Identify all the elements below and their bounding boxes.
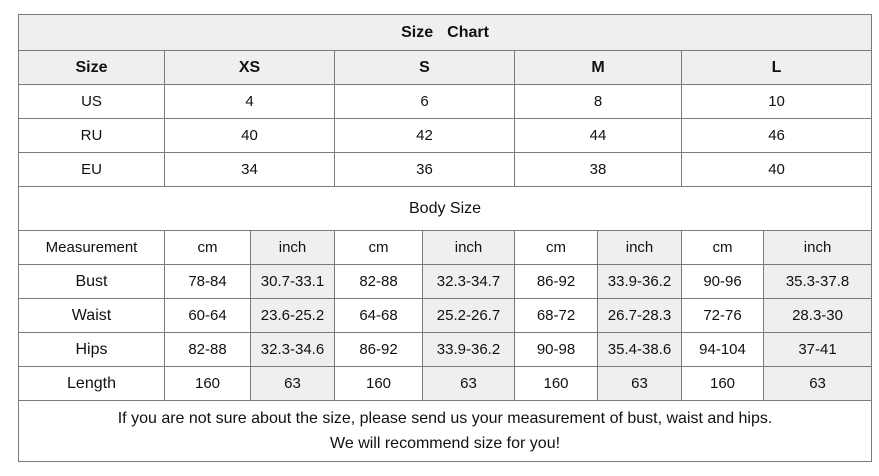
unit-header-cm: cm xyxy=(515,231,598,265)
cell-value: 10 xyxy=(682,85,872,119)
unit-header-inch: inch xyxy=(251,231,335,265)
body-size-row xyxy=(19,187,872,231)
table-row-hips xyxy=(19,333,872,367)
row-label: RU xyxy=(19,119,165,153)
cell-cm: 160 xyxy=(165,367,251,401)
cell-inch: 35.4-38.6 xyxy=(598,333,682,367)
size-header-xs: XS xyxy=(165,51,335,85)
size-advice-note xyxy=(19,401,872,462)
cell-cm: 160 xyxy=(682,367,764,401)
unit-header-inch: inch xyxy=(764,231,872,265)
cell-cm: 68-72 xyxy=(515,299,598,333)
title-word-chart: Chart xyxy=(447,23,489,41)
note-row xyxy=(19,401,872,462)
cell-inch: 63 xyxy=(423,367,515,401)
unit-header-cm: cm xyxy=(682,231,764,265)
table-row-eu xyxy=(19,153,872,187)
unit-header-cm: cm xyxy=(335,231,423,265)
cell-inch: 32.3-34.7 xyxy=(423,265,515,299)
cell-inch: 63 xyxy=(764,367,872,401)
cell-value: 36 xyxy=(335,153,515,187)
cell-cm: 160 xyxy=(515,367,598,401)
cell-inch: 37-41 xyxy=(764,333,872,367)
measurement-header-row xyxy=(19,231,872,265)
cell-inch: 28.3-30 xyxy=(764,299,872,333)
cell-cm: 94-104 xyxy=(682,333,764,367)
row-label: Hips xyxy=(19,333,165,367)
cell-value: 44 xyxy=(515,119,682,153)
cell-cm: 86-92 xyxy=(515,265,598,299)
size-header-m: M xyxy=(515,51,682,85)
chart-title xyxy=(19,15,872,51)
cell-value: 4 xyxy=(165,85,335,119)
table-row-length xyxy=(19,367,872,401)
table-row-us xyxy=(19,85,872,119)
unit-header-inch: inch xyxy=(423,231,515,265)
cell-value: 34 xyxy=(165,153,335,187)
row-label: Waist xyxy=(19,299,165,333)
measurement-header-label: Measurement xyxy=(19,231,165,265)
table-row-ru xyxy=(19,119,872,153)
row-label: Length xyxy=(19,367,165,401)
cell-value: 40 xyxy=(682,153,872,187)
note-line-1: If you are not sure about the size, please send us your measurement of bust, waist and hips. xyxy=(117,410,773,427)
cell-inch: 26.7-28.3 xyxy=(598,299,682,333)
cell-value: 40 xyxy=(165,119,335,153)
body-size-title: Body Size xyxy=(19,187,872,231)
cell-inch: 63 xyxy=(251,367,335,401)
cell-inch: 25.2-26.7 xyxy=(423,299,515,333)
row-label: US xyxy=(19,85,165,119)
cell-cm: 86-92 xyxy=(335,333,423,367)
cell-value: 8 xyxy=(515,85,682,119)
cell-inch: 33.9-36.2 xyxy=(598,265,682,299)
table-row-bust xyxy=(19,265,872,299)
cell-value: 42 xyxy=(335,119,515,153)
size-header-row xyxy=(19,51,872,85)
cell-inch: 63 xyxy=(598,367,682,401)
cell-cm: 60-64 xyxy=(165,299,251,333)
cell-cm: 90-98 xyxy=(515,333,598,367)
size-chart xyxy=(18,14,871,462)
cell-value: 38 xyxy=(515,153,682,187)
cell-cm: 72-76 xyxy=(682,299,764,333)
cell-cm: 78-84 xyxy=(165,265,251,299)
cell-cm: 64-68 xyxy=(335,299,423,333)
unit-header-inch: inch xyxy=(598,231,682,265)
size-chart-table xyxy=(18,14,872,462)
cell-inch: 32.3-34.6 xyxy=(251,333,335,367)
title-word-size: Size xyxy=(401,23,434,41)
cell-value: 6 xyxy=(335,85,515,119)
cell-inch: 23.6-25.2 xyxy=(251,299,335,333)
cell-cm: 90-96 xyxy=(682,265,764,299)
cell-inch: 35.3-37.8 xyxy=(764,265,872,299)
table-row-waist xyxy=(19,299,872,333)
unit-header-cm: cm xyxy=(165,231,251,265)
cell-inch: 33.9-36.2 xyxy=(423,333,515,367)
cell-cm: 82-88 xyxy=(335,265,423,299)
cell-inch: 30.7-33.1 xyxy=(251,265,335,299)
note-line-2: We will recommend size for you! xyxy=(330,435,561,452)
cell-cm: 160 xyxy=(335,367,423,401)
row-label: Bust xyxy=(19,265,165,299)
size-header-l: L xyxy=(682,51,872,85)
size-header-s: S xyxy=(335,51,515,85)
cell-value: 46 xyxy=(682,119,872,153)
size-header-label: Size xyxy=(19,51,165,85)
title-row xyxy=(19,15,872,51)
row-label: EU xyxy=(19,153,165,187)
cell-cm: 82-88 xyxy=(165,333,251,367)
